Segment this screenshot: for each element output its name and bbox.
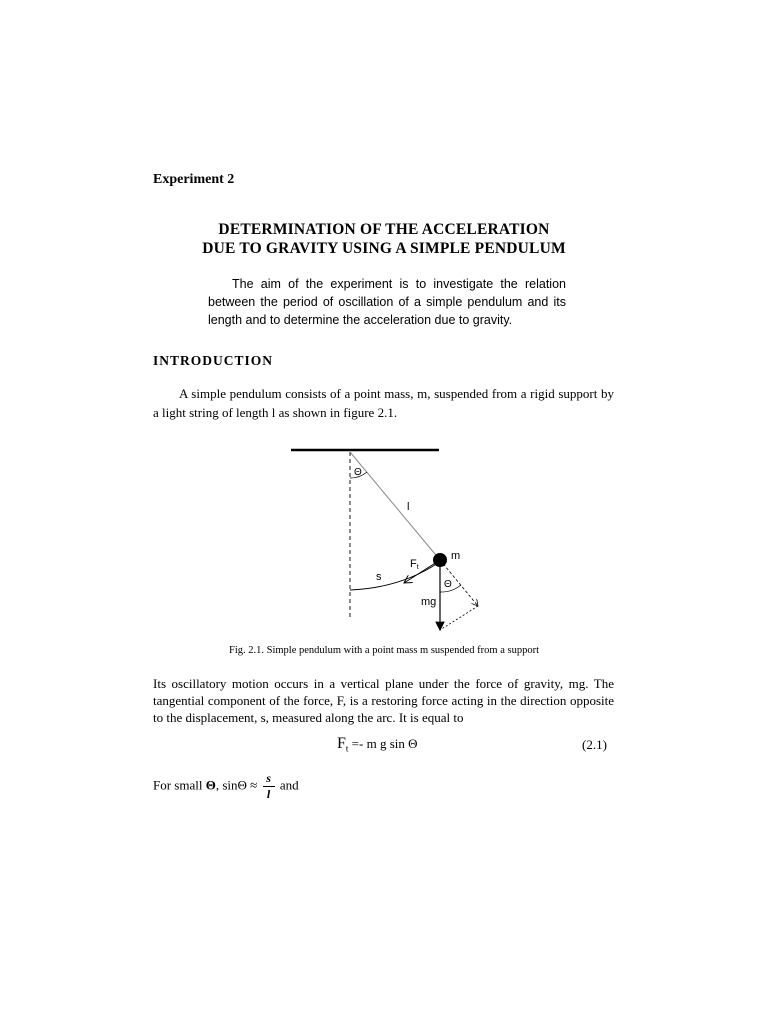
introduction-paragraph: A simple pendulum consists of a point mass, m, suspended from a rigid support by a light string of length l as shown in figure 2.1. xyxy=(153,386,614,420)
length-label: l xyxy=(407,501,410,513)
component-dashed xyxy=(440,606,478,630)
title-line-2: DUE TO GRAVITY USING A SIMPLE PENDULUM xyxy=(202,240,566,257)
equation-2-1: $F_t =- m$ g sin Θ xyxy=(337,735,418,754)
mass-label: m xyxy=(451,550,461,562)
theta-bottom-label: Θ xyxy=(444,579,452,590)
point-mass xyxy=(433,553,447,567)
experiment-label: Experiment 2 xyxy=(153,172,235,187)
ft-label: Ft xyxy=(410,558,419,571)
body-paragraph: Its oscillatory motion occurs in a vertical plane under the force of gravity, mg. The tangential component of the force, F, is a restoring force acting in the direction opposite to the displacement, s, measured along the arc. It is equal to xyxy=(153,676,614,725)
equation-number: (2.1) xyxy=(582,737,607,752)
title-line-1: DETERMINATION OF THE ACCELERATION xyxy=(218,221,550,238)
pendulum-figure xyxy=(280,440,480,640)
introduction-heading: INTRODUCTION xyxy=(153,353,274,368)
fraction-s-over-l: $\frac{s}{l}$ xyxy=(263,772,275,801)
displacement-arc xyxy=(350,563,438,590)
aim-paragraph: The aim of the experiment is to investigate the relation between the period of oscillation of a simple pendulum and its length and to determine the acceleration due to gravity. xyxy=(208,277,566,327)
pendulum-string xyxy=(350,452,440,560)
mg-label: mg xyxy=(421,596,437,608)
s-label: s xyxy=(376,571,382,583)
small-angle-line: For small Θ, sinΘ ≈ $\frac{s}{l}$ and xyxy=(153,771,299,801)
figure-caption: Fig. 2.1. Simple pendulum with a point mass m suspended from a support xyxy=(228,645,540,656)
theta-top-label: Θ xyxy=(354,467,362,478)
